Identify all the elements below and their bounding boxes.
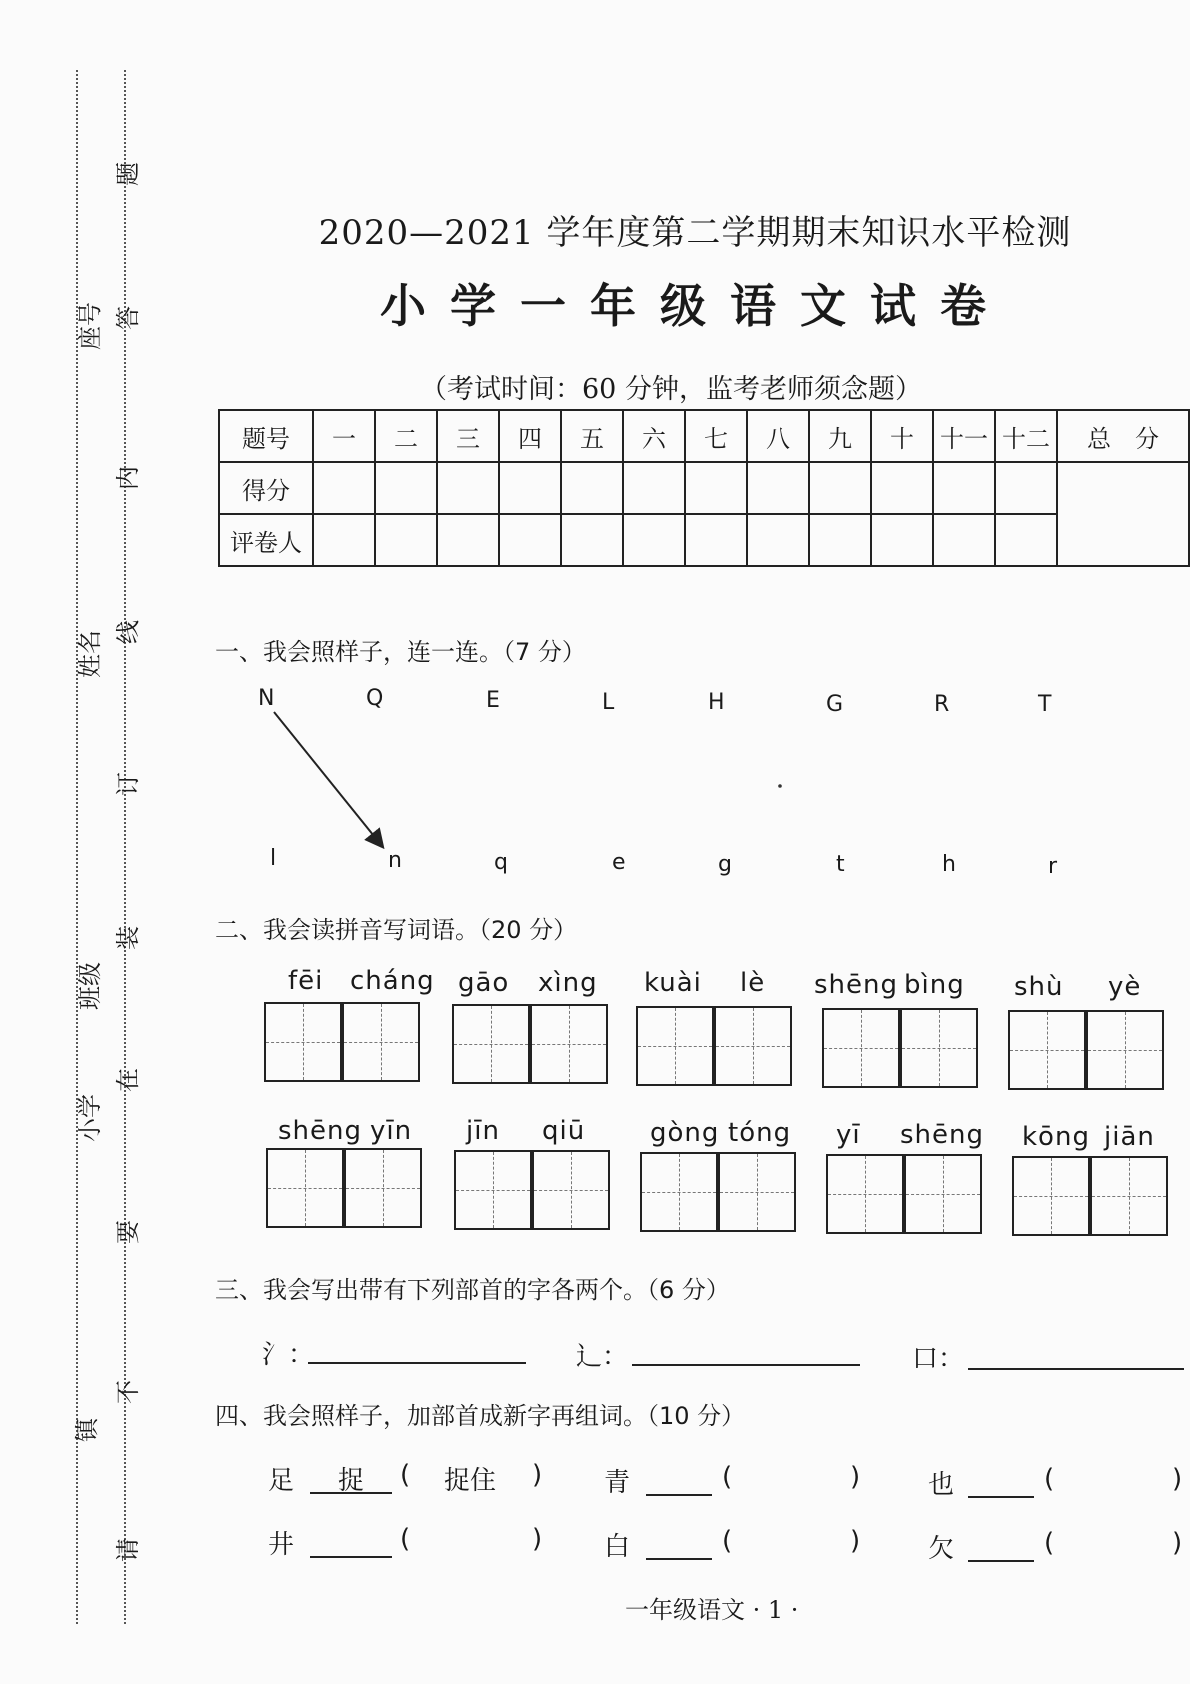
pinyin-syllable: shēng [900,1120,985,1150]
close-paren: ) [850,1526,861,1556]
pinyin-syllable: shēng [814,970,899,1000]
writing-grid-cell[interactable] [264,1002,342,1082]
base-char: 足 [268,1466,295,1496]
lower-letter: n [388,848,402,873]
score-row-label: 题号 [219,410,313,462]
margin-char: 装 [114,926,142,950]
score-row-label: 评卷人 [219,514,313,566]
radical-label: 口： [912,1344,965,1374]
pinyin-syllable: yī [836,1120,861,1150]
margin-label-town: 镇 [73,1418,101,1442]
score-col-header: 六 [623,410,685,462]
lower-letter: g [718,852,732,877]
writing-grid-cell[interactable] [452,1004,530,1084]
base-char: 也 [928,1470,955,1500]
margin-char: 在 [114,1068,142,1092]
pinyin-syllable: cháng [350,966,435,996]
upper-letter: N [258,686,275,711]
pinyin-syllable: xìng [538,968,598,998]
section4-heading: 四、我会照样子，加部首成新字再组词。（10 分） [215,1402,746,1430]
radical-label: 氵： [262,1340,315,1370]
pinyin-syllable: shù [1014,972,1064,1002]
pinyin-syllable: bìng [904,970,965,1000]
writing-grid-cell[interactable] [718,1152,796,1232]
writing-grid-cell[interactable] [266,1148,344,1228]
margin-char: 线 [114,620,142,644]
score-col-header: 十一 [933,410,995,462]
score-col-header: 四 [499,410,561,462]
section2-heading: 二、我会读拼音写词语。（20 分） [215,916,578,944]
score-col-header: 二 [375,410,437,462]
lower-letter: h [942,852,956,877]
close-paren: ) [1172,1528,1183,1558]
score-col-header: 十二 [995,410,1057,462]
writing-grid-cell[interactable] [530,1004,608,1084]
exam-subtitle: （考试时间：60 分钟，监考老师须念题） [420,374,922,405]
lower-letter: q [494,850,508,875]
open-paren: ( [722,1462,733,1492]
open-paren: ( [400,1460,411,1490]
writing-grid-cell[interactable] [822,1008,900,1088]
open-paren: ( [722,1526,733,1556]
pinyin-syllable: jīn [466,1116,500,1146]
pinyin-syllable: gòng [650,1118,720,1148]
margin-label-class: 班级 [76,962,104,1010]
lower-letter: r [1048,854,1058,879]
radical-answer-line[interactable] [308,1362,526,1364]
upper-letter: R [934,692,950,717]
lower-letter: t [836,852,845,877]
new-char-line[interactable] [646,1558,712,1560]
writing-grid-cell[interactable] [900,1008,978,1088]
pinyin-syllable: kuài [644,968,702,998]
lower-letter: l [270,846,277,871]
score-col-header: 十 [871,410,933,462]
writing-grid-cell[interactable] [636,1006,714,1086]
pinyin-syllable: tóng [728,1118,792,1148]
pinyin-syllable: shēng [278,1116,363,1146]
score-col-header: 三 [437,410,499,462]
writing-grid-cell[interactable] [1008,1010,1086,1090]
example-word: 捉住 [444,1466,497,1496]
pinyin-syllable: gāo [458,968,510,998]
writing-grid-cell[interactable] [714,1006,792,1086]
margin-char: 内 [114,466,142,490]
margin-char: 题 [114,162,142,186]
close-paren: ) [850,1462,861,1492]
base-char: 井 [268,1530,295,1560]
open-paren: ( [400,1524,411,1554]
margin-char: 答 [114,306,142,330]
pinyin-syllable: yè [1108,972,1142,1002]
section3-heading: 三、我会写出带有下列部首的字各两个。（6 分） [215,1276,730,1304]
writing-grid-cell[interactable] [1090,1156,1168,1236]
margin-char: 不 [114,1380,142,1404]
radical-label: 辶： [576,1342,629,1372]
score-total-header: 总 分 [1057,410,1189,462]
close-paren: ) [532,1460,543,1490]
new-char-line[interactable] [646,1494,712,1496]
open-paren: ( [1044,1464,1055,1494]
writing-grid-cell[interactable] [532,1150,610,1230]
base-char: 欠 [928,1534,955,1564]
writing-grid-cell[interactable] [826,1154,904,1234]
exam-term-heading: 2020—2021 学年度第二学期期末知识水平检测 [318,213,1072,253]
writing-grid-cell[interactable] [1086,1010,1164,1090]
writing-grid-cell[interactable] [904,1154,982,1234]
margin-label-name: 姓名 [76,630,104,678]
margin-char: 要 [114,1220,142,1244]
exam-title: 小学一年级语文试卷 [380,279,1010,333]
radical-answer-line[interactable] [632,1364,860,1366]
score-col-header: 九 [809,410,871,462]
writing-grid-cell[interactable] [454,1150,532,1230]
margin-label-school: 小学 [76,1094,104,1142]
margin-char: 订 [114,772,142,796]
upper-letter: G [826,692,844,717]
example-underline [310,1492,392,1494]
pinyin-syllable: yīn [370,1116,413,1146]
margin-char: 请 [114,1538,142,1562]
section1-heading: 一、我会照样子，连一连。（7 分） [215,638,586,666]
pinyin-syllable: kōng [1022,1122,1090,1152]
base-char: 青 [604,1468,631,1498]
writing-grid-cell[interactable] [1012,1156,1090,1236]
score-row-label: 得分 [219,462,313,514]
pinyin-syllable: fēi [288,966,324,996]
pinyin-syllable: jiān [1104,1122,1155,1152]
open-paren: ( [1044,1528,1055,1558]
pinyin-syllable: qiū [542,1116,586,1146]
writing-grid-cell[interactable] [344,1148,422,1228]
page-footer: 一年级语文 · 1 · [625,1596,799,1624]
writing-grid-cell[interactable] [640,1152,718,1232]
new-char-line[interactable] [968,1496,1034,1498]
pinyin-syllable: lè [740,968,766,998]
base-char: 白 [604,1532,631,1562]
close-paren: ) [1172,1464,1183,1494]
new-char-line[interactable] [310,1556,392,1558]
radical-answer-line[interactable] [968,1368,1184,1370]
new-char-line[interactable] [968,1560,1034,1562]
example-new-char: 捉 [338,1466,365,1496]
close-paren: ) [532,1524,543,1554]
score-col-header: 八 [747,410,809,462]
score-col-header: 一 [313,410,375,462]
score-col-header: 七 [685,410,747,462]
upper-letter: H [708,690,725,715]
upper-letter: T [1038,692,1052,717]
score-col-header: 五 [561,410,623,462]
margin-label-seat: 座号 [76,302,104,350]
upper-letter: L [602,690,615,715]
upper-letter: Q [366,686,384,711]
writing-grid-cell[interactable] [342,1002,420,1082]
upper-letter: E [486,688,500,713]
lower-letter: e [612,850,626,875]
